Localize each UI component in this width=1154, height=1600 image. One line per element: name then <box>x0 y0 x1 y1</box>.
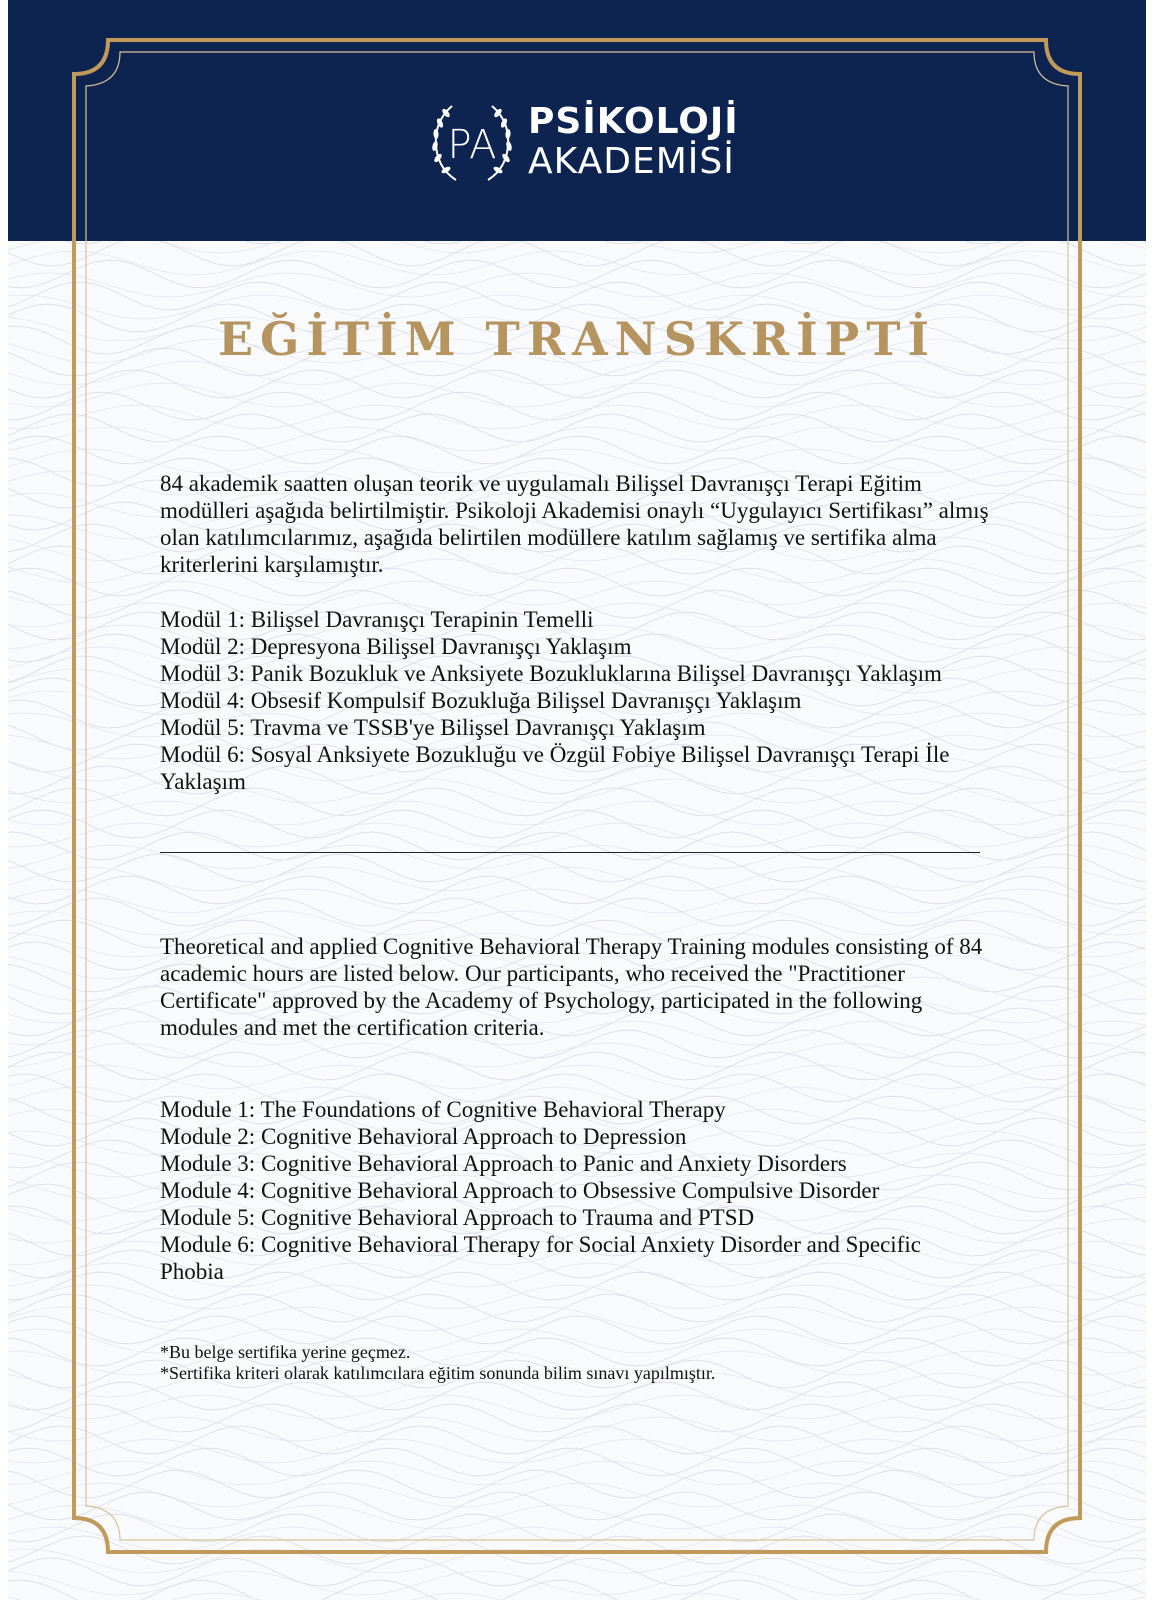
turkish-module-1: Modül 1: Bilişsel Davranışçı Terapinin Temelli <box>160 607 594 632</box>
logo-name-top: PSİKOLOJİ <box>528 101 739 142</box>
section-divider <box>160 852 980 853</box>
english-module-1: Module 1: The Foundations of Cognitive Behavioral Therapy <box>160 1097 726 1122</box>
page-title: EĞİTİM TRANSKRİPTİ <box>217 312 937 366</box>
certificate-page <box>8 0 1146 1600</box>
laurel-monogram-icon <box>426 96 518 188</box>
turkish-module-3: Modül 3: Panik Bozukluk ve Anksiyete Bozukluklarına Bilişsel Davranışçı Yaklaşım <box>160 661 942 686</box>
english-module-6: Module 6: Cognitive Behavioral Therapy for Social Anxiety Disorder and Specific Phobia <box>160 1232 921 1284</box>
english-intro-text: Theoretical and applied Cognitive Behavioral Therapy Training modules consisting of 84 academic hours are listed below. Our participants, who received the "Practitioner Certificate" approved by the Academy of Psychology, participated in the following modules and met the certification criteria. <box>160 934 983 1040</box>
turkish-module-5: Modül 5: Travma ve TSSB'ye Bilişsel Davranışçı Yaklaşım <box>160 715 706 740</box>
academy-logo <box>426 96 739 188</box>
logo-name-bottom: AKADEMİSİ <box>528 141 735 182</box>
turkish-intro-text: 84 akademik saatten oluşan teorik ve uygulamalı Bilişsel Davranışçı Terapi Eğitim modülleri aşağıda belirtilmiştir. Psikoloji Akademisi onaylı “Uygulayıcı Sertifikası” almış olan katılımcılarımız, aşağıda belirtilen modüllere katılım sağlamış ve sertifika alma kriterlerini karşılamıştır. <box>160 471 989 577</box>
english-module-5: Module 5: Cognitive Behavioral Approach to Trauma and PTSD <box>160 1205 755 1230</box>
footnotes <box>160 1342 990 1384</box>
english-intro <box>160 933 990 1041</box>
english-module-3: Module 3: Cognitive Behavioral Approach to Panic and Anxiety Disorders <box>160 1151 847 1176</box>
monogram-text: PA <box>447 122 497 168</box>
turkish-intro <box>160 470 990 578</box>
footnote-1: *Bu belge sertifika yerine geçmez. <box>160 1342 411 1362</box>
english-module-2: Module 2: Cognitive Behavioral Approach to Depression <box>160 1124 687 1149</box>
turkish-module-2: Modül 2: Depresyona Bilişsel Davranışçı Yaklaşım <box>160 634 632 659</box>
english-module-list <box>160 1096 990 1285</box>
turkish-module-list <box>160 606 990 795</box>
footnote-2: *Sertifika kriteri olarak katılımcılara eğitim sonunda bilim sınavı yapılmıştır. <box>160 1363 716 1383</box>
turkish-module-4: Modül 4: Obsesif Kompulsif Bozukluğa Bilişsel Davranışçı Yaklaşım <box>160 688 802 713</box>
turkish-module-6: Modül 6: Sosyal Anksiyete Bozukluğu ve Özgül Fobiye Bilişsel Davranışçı Terapi İle Yaklaşım <box>160 742 950 794</box>
english-module-4: Module 4: Cognitive Behavioral Approach to Obsessive Compulsive Disorder <box>160 1178 880 1203</box>
